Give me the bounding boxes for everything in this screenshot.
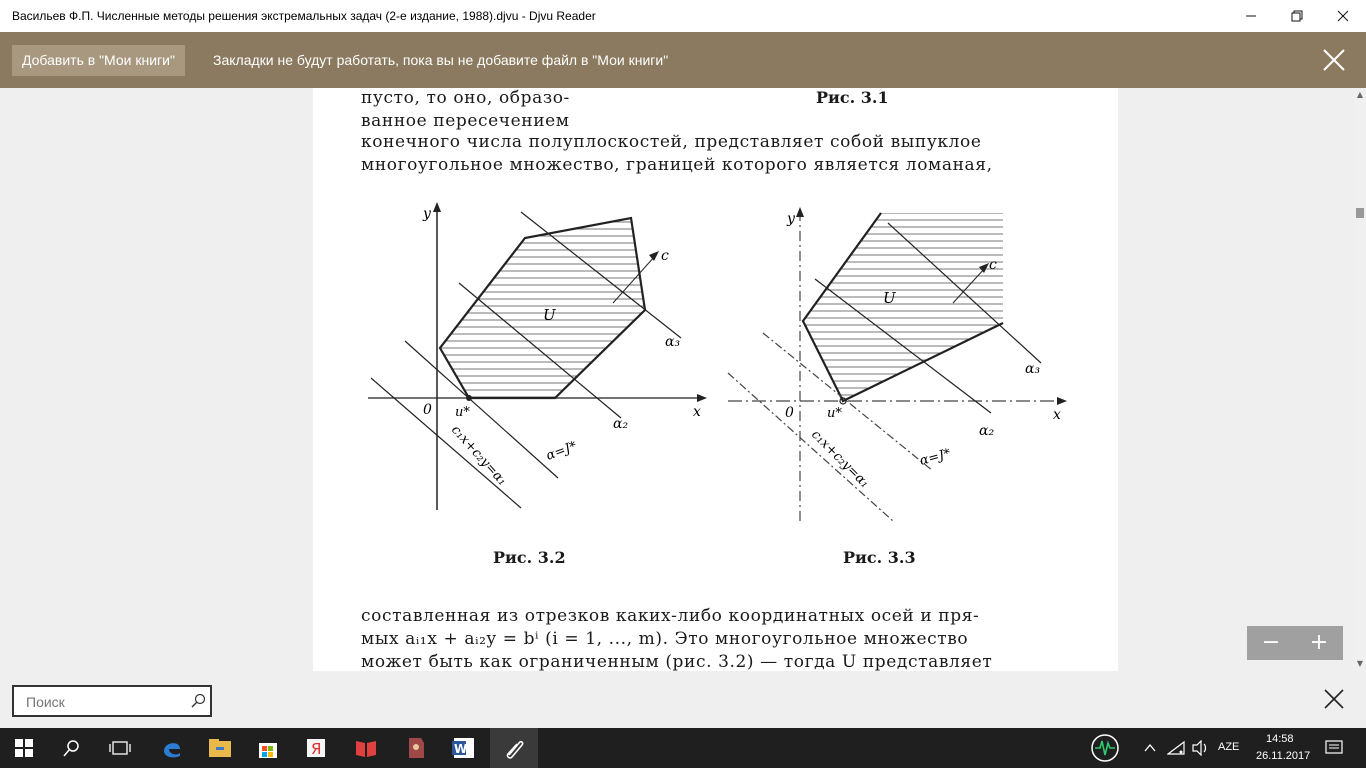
u-star-label: u*	[455, 405, 470, 420]
alpha1-label: c₁x+c₂y=α₁	[808, 427, 873, 492]
yandex-browser-icon	[305, 737, 327, 759]
alpha3-label: α₃	[665, 334, 681, 350]
taskbar-book-reader[interactable]	[342, 728, 390, 768]
search-close-button[interactable]	[1318, 683, 1350, 715]
figure-caption: Рис. 3.1	[816, 88, 889, 107]
show-hidden-icons-button[interactable]	[1140, 728, 1160, 768]
origin-label: 0	[785, 405, 794, 421]
alpha3-label: α₃	[1025, 361, 1041, 377]
search-box	[12, 685, 212, 717]
x-axis-label: x	[693, 404, 701, 420]
alpha-j-label: α=J*	[918, 446, 953, 469]
minimize-icon	[1245, 10, 1257, 22]
task-view-icon	[109, 740, 131, 756]
figure-3-2	[363, 198, 713, 518]
c-label: c	[661, 248, 669, 264]
svg-text:Я: Я	[311, 740, 322, 758]
restore-icon	[1291, 10, 1303, 22]
minimize-button[interactable]	[1228, 0, 1274, 32]
clock-date[interactable]: 26.11.2017	[1256, 750, 1311, 762]
search-input[interactable]	[24, 691, 188, 713]
y-axis-label: y	[787, 211, 795, 227]
banner-close-button[interactable]	[1318, 44, 1350, 76]
svg-text:W: W	[454, 742, 468, 756]
x-axis-label: x	[1053, 407, 1061, 423]
vertical-scrollbar[interactable]	[1354, 88, 1366, 671]
figure-caption: Рис. 3.3	[843, 548, 916, 567]
taskbar-djvu-reader[interactable]	[490, 728, 538, 768]
clock-time[interactable]: 14:58	[1266, 733, 1294, 745]
add-to-my-books-button[interactable]: Добавить в "Мои книги"	[12, 45, 185, 76]
figure-caption: Рис. 3.2	[493, 548, 566, 567]
window-titlebar	[0, 0, 1366, 32]
action-center-button[interactable]	[1318, 728, 1350, 768]
alpha1-label: c₁x+c₂y=α₁	[448, 422, 510, 489]
text-line: может быть как ограниченным (рис. 3.2) — тогда U представляет	[361, 652, 993, 671]
text-line: мых aᵢ₁x + aᵢ₂y = bⁱ (i = 1, ..., m). Это многоугольное множество	[361, 629, 969, 649]
taskbar-search-button[interactable]	[48, 728, 96, 768]
search-icon[interactable]	[189, 692, 207, 710]
document-page	[313, 88, 1118, 671]
scroll-up-arrow-icon[interactable]: ▲	[1356, 90, 1364, 99]
speaker-icon	[1191, 740, 1209, 756]
figure-3-3	[723, 203, 1078, 523]
chevron-up-icon	[1144, 743, 1156, 753]
close-icon	[1318, 44, 1350, 76]
close-icon	[1337, 10, 1349, 22]
u-label: U	[543, 306, 556, 324]
text-line: составленная из отрезков каких-либо координатных осей и пря-	[361, 606, 980, 626]
scroll-down-arrow-icon[interactable]: ▼	[1356, 659, 1364, 668]
folder-icon	[208, 738, 232, 758]
taskbar-edge[interactable]	[148, 728, 196, 768]
text-line: пусто, то оно, образо-	[361, 88, 570, 108]
taskbar	[0, 728, 1366, 768]
restore-button[interactable]	[1274, 0, 1320, 32]
search-icon	[63, 739, 81, 757]
alpha2-label: α₂	[979, 423, 995, 439]
windows-logo-icon	[15, 739, 33, 757]
zoom-out-button[interactable]: −	[1261, 630, 1281, 655]
c-label: c	[989, 257, 997, 273]
alpha2-label: α₂	[613, 416, 629, 432]
activity-monitor-icon	[1090, 733, 1120, 763]
taskbar-store[interactable]	[244, 728, 292, 768]
notification-icon	[1325, 740, 1343, 756]
text-line: ванное пересечением	[361, 111, 570, 131]
volume-button[interactable]	[1188, 728, 1212, 768]
book-icon	[355, 738, 377, 758]
text-line: многоугольное множество, границей которого является ломаная,	[361, 155, 993, 175]
taskbar-app[interactable]	[392, 728, 440, 768]
close-window-button[interactable]	[1320, 0, 1366, 32]
word-icon	[452, 737, 476, 759]
document-app-icon	[406, 737, 426, 759]
origin-label: 0	[423, 402, 432, 418]
search-bar	[0, 671, 1366, 728]
input-language[interactable]: AZE	[1218, 741, 1240, 753]
network-button[interactable]	[1164, 728, 1188, 768]
close-icon	[1318, 683, 1350, 715]
my-books-banner	[0, 32, 1366, 88]
text-line: конечного числа полуплоскостей, представляет собой выпуклое	[361, 132, 982, 152]
u-star-label: u*	[827, 406, 842, 421]
store-icon	[257, 737, 279, 759]
y-axis-label: y	[423, 206, 431, 222]
scroll-thumb[interactable]	[1356, 208, 1364, 218]
document-viewport[interactable]	[0, 88, 1354, 671]
taskbar-word[interactable]	[440, 728, 488, 768]
start-button[interactable]	[0, 728, 48, 768]
tray-monitor-app[interactable]	[1082, 728, 1128, 768]
zoom-control	[1247, 626, 1343, 660]
zoom-in-button[interactable]: +	[1309, 630, 1329, 655]
task-view-button[interactable]	[96, 728, 144, 768]
banner-message: Закладки не будут работать, пока вы не добавите файл в "Мои книги"	[213, 52, 669, 68]
alpha-j-label: α=J*	[544, 438, 579, 464]
window-title: Васильев Ф.П. Численные методы решения экстремальных задач (2-е издание, 1988).djvu - Djvu Reader	[12, 9, 596, 23]
wifi-icon	[1167, 740, 1185, 756]
edge-browser-icon	[161, 737, 183, 759]
paperclip-icon	[503, 737, 525, 759]
u-label: U	[883, 289, 896, 307]
taskbar-file-explorer[interactable]	[196, 728, 244, 768]
taskbar-yandex-browser[interactable]	[292, 728, 340, 768]
